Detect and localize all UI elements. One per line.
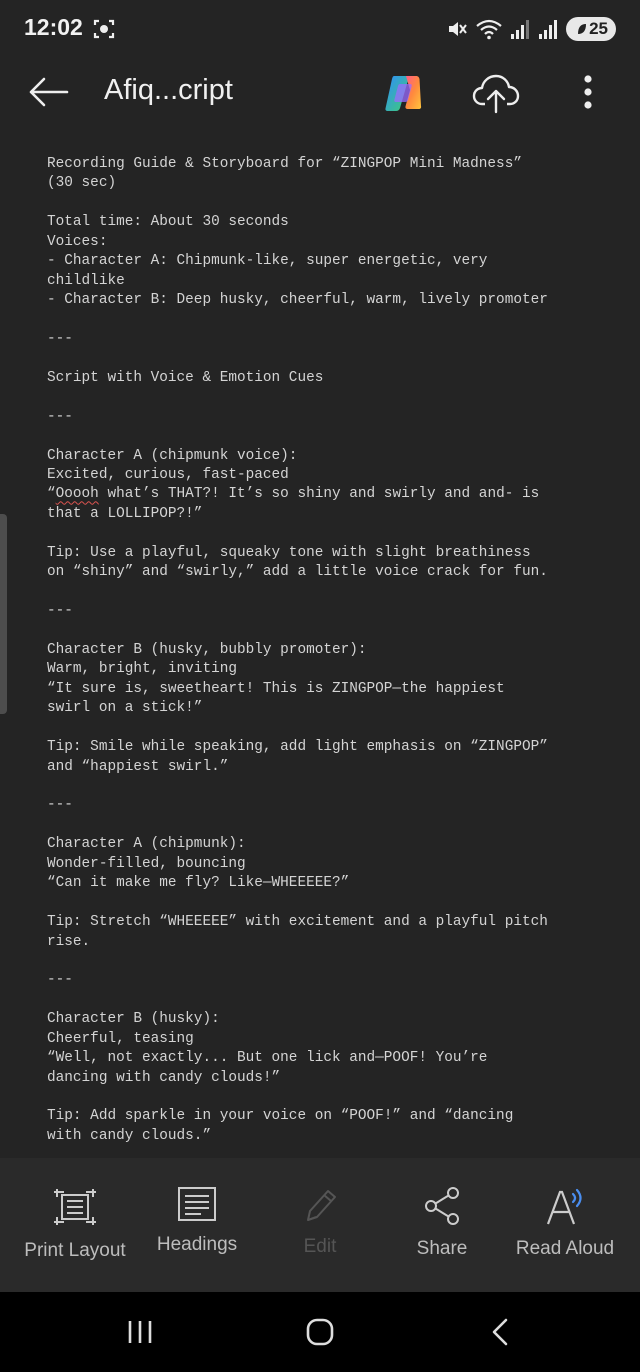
read-aloud-label: Read Aloud	[515, 1238, 615, 1259]
document-line	[47, 194, 607, 213]
document-line	[47, 349, 607, 368]
more-vertical-icon	[568, 70, 608, 116]
cloud-upload-icon	[471, 70, 521, 116]
document-line: childlike	[47, 272, 125, 289]
read-aloud-button[interactable]	[506, 1186, 624, 1276]
document-line	[47, 894, 607, 913]
home-icon	[305, 1317, 335, 1347]
document-line: “Ooooh what’s THAT?! It’s so shiny and swirly and and- is	[47, 486, 540, 503]
home-button[interactable]	[290, 1312, 350, 1352]
document-line: rise.	[47, 933, 91, 950]
document-line: ---	[47, 972, 73, 989]
document-line	[47, 952, 607, 971]
document-line: Tip: Smile while speaking, add light emphasis on “ZINGPOP”	[47, 739, 548, 756]
document-line: Tip: Stretch “WHEEEEE” with excitement and a playful pitch	[47, 914, 548, 931]
document-line: Recording Guide & Storyboard for “ZINGPOP Mini Madness”	[47, 156, 522, 172]
arrow-left-icon	[27, 76, 69, 108]
document-line: Character B (husky, bubbly promoter):	[47, 641, 367, 658]
scroll-handle[interactable]	[0, 514, 7, 714]
print-layout-icon	[53, 1186, 97, 1228]
document-line: ---	[47, 330, 73, 347]
mute-icon	[446, 18, 468, 40]
print-layout-label: Print Layout	[24, 1240, 126, 1261]
recent-apps-icon	[125, 1319, 155, 1345]
document-line: Character B (husky):	[47, 1011, 220, 1028]
print-layout-button[interactable]	[15, 1186, 135, 1276]
document-line: (30 sec)	[47, 175, 117, 192]
document-line: ---	[47, 603, 73, 620]
edit-button[interactable]	[280, 1186, 360, 1276]
more-options-button[interactable]	[568, 70, 608, 116]
share-button[interactable]	[400, 1186, 484, 1276]
document-line: “Well, not exactly... But one lick and—POOF! You’re	[47, 1050, 488, 1067]
document-line	[47, 1088, 607, 1107]
document-line: Cheerful, teasing	[47, 1030, 194, 1047]
battery-indicator	[566, 17, 616, 41]
document-line: Character A (chipmunk):	[47, 836, 246, 853]
document-line	[47, 719, 607, 738]
document-line: - Character A: Chipmunk-like, super energetic, very	[47, 253, 488, 270]
status-bar	[0, 0, 640, 58]
document-line: Wonder-filled, bouncing	[47, 855, 246, 872]
bottom-toolbar	[0, 1158, 640, 1292]
document-line: and “happiest swirl.”	[47, 758, 229, 775]
document-line: Character A (chipmunk voice):	[47, 447, 298, 464]
system-back-button[interactable]	[470, 1312, 530, 1352]
document-line: Excited, curious, fast-paced	[47, 467, 289, 483]
chevron-left-icon	[488, 1317, 512, 1347]
document-line	[47, 427, 607, 446]
document-line: Tip: Use a playful, squeaky tone with slight breathiness	[47, 544, 531, 561]
pencil-icon	[300, 1186, 340, 1224]
headings-button[interactable]	[145, 1186, 249, 1276]
document-line	[47, 777, 607, 796]
document-title: Afiq...cript	[104, 74, 233, 106]
copilot-icon	[380, 70, 426, 116]
battery-saver-icon	[576, 22, 588, 36]
wifi-icon	[476, 18, 502, 40]
document-line	[47, 622, 607, 641]
copilot-button[interactable]	[380, 70, 426, 116]
status-time: 12:02	[24, 14, 83, 40]
edit-label: Edit	[303, 1236, 337, 1257]
share-icon	[422, 1186, 462, 1226]
document-line: Tip: Add sparkle in your voice on “POOF!” and “dancing	[47, 1108, 514, 1125]
screen-record-icon	[92, 17, 116, 41]
document-line	[47, 991, 607, 1010]
document-line: with candy clouds.”	[47, 1127, 212, 1144]
document-line: - Character B: Deep husky, cheerful, warm, lively promoter	[47, 292, 548, 309]
document-line: “Can it make me fly? Like—WHEEEEE?”	[47, 875, 350, 892]
app-bar	[0, 58, 640, 128]
document-line: ---	[47, 408, 73, 425]
headings-icon	[177, 1186, 217, 1222]
battery-level: 25	[589, 19, 608, 38]
document-line	[47, 583, 607, 602]
document-line	[47, 388, 607, 407]
document-line: Warm, bright, inviting	[47, 661, 237, 678]
document-line: “It sure is, sweetheart! This is ZINGPOP—the happiest	[47, 680, 505, 697]
document-line	[47, 816, 607, 835]
document-line	[47, 524, 607, 543]
document-line: swirl on a stick!”	[47, 700, 203, 717]
recent-apps-button[interactable]	[110, 1312, 170, 1352]
back-button[interactable]	[24, 68, 72, 116]
document-view[interactable]	[0, 128, 640, 1158]
document-line: Total time: About 30 seconds	[47, 214, 289, 231]
signal-icon	[538, 18, 558, 40]
headings-label: Headings	[156, 1234, 238, 1255]
document-line: ---	[47, 797, 73, 814]
signal-icon	[510, 18, 530, 40]
document-line: Voices:	[47, 233, 108, 250]
save-to-cloud-button[interactable]	[471, 70, 521, 116]
document-line: Script with Voice & Emotion Cues	[47, 369, 324, 386]
document-line: that a LOLLIPOP?!”	[47, 505, 203, 522]
status-icons	[446, 15, 616, 43]
document-line	[47, 311, 607, 330]
spelling-error[interactable]: Ooooh	[55, 486, 99, 503]
document-line: dancing with candy clouds!”	[47, 1069, 281, 1086]
system-navigation-bar	[0, 1292, 640, 1372]
document-body	[47, 155, 607, 1146]
document-line: on “shiny” and “swirly,” add a little voice crack for fun.	[47, 564, 548, 581]
share-label: Share	[416, 1238, 468, 1259]
read-aloud-icon	[543, 1186, 587, 1226]
